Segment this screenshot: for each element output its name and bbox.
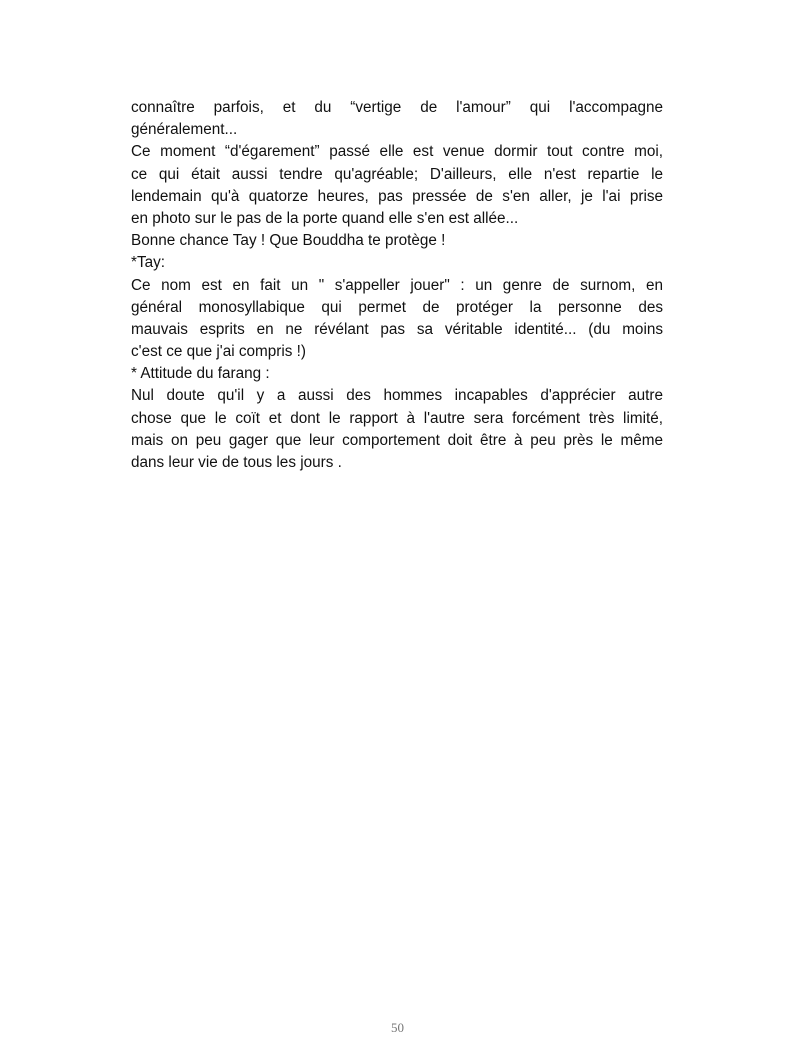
text-line: Ce nom est en fait un " s'appeller jouer" : un genre de surnom, en [131,276,663,294]
body-text [131,97,663,474]
text-line: en photo sur le pas de la porte quand elle s'en est allée... [131,209,519,227]
text-line: ce qui était aussi tendre qu'agréable; D'ailleurs, elle n'est repartie le [131,165,663,183]
text-line: Ce moment “d'égarement” passé elle est venue dormir tout contre moi, [131,143,663,161]
text-line: *Tay: [131,254,166,272]
text-line: lendemain qu'à quatorze heures, pas pressée de s'en aller, je l'ai prise [131,187,663,205]
text-line: chose que le coït et dont le rapport à l'autre sera forcément très limité, [131,409,663,427]
text-line: général monosyllabique qui permet de protéger la personne des [131,298,663,316]
text-line: généralement... [131,121,238,139]
text-line: * Attitude du farang : [131,365,270,383]
text-line: dans leur vie de tous les jours . [131,454,342,471]
text-line: mais on peu gager que leur comportement doit être à peu près le même [131,431,663,449]
page-number: 50 [391,1020,404,1035]
text-line: Bonne chance Tay ! Que Bouddha te protège ! [131,232,446,250]
text-line: mauvais esprits en ne révélant pas sa véritable identité... (du moins [131,320,663,338]
text-line: Nul doute qu'il y a aussi des hommes incapables d'apprécier autre [131,387,663,405]
text-line: c'est ce que j'ai compris !) [131,343,307,361]
text-line: connaître parfois, et du “vertige de l'amour” qui l'accompagne [131,99,663,116]
